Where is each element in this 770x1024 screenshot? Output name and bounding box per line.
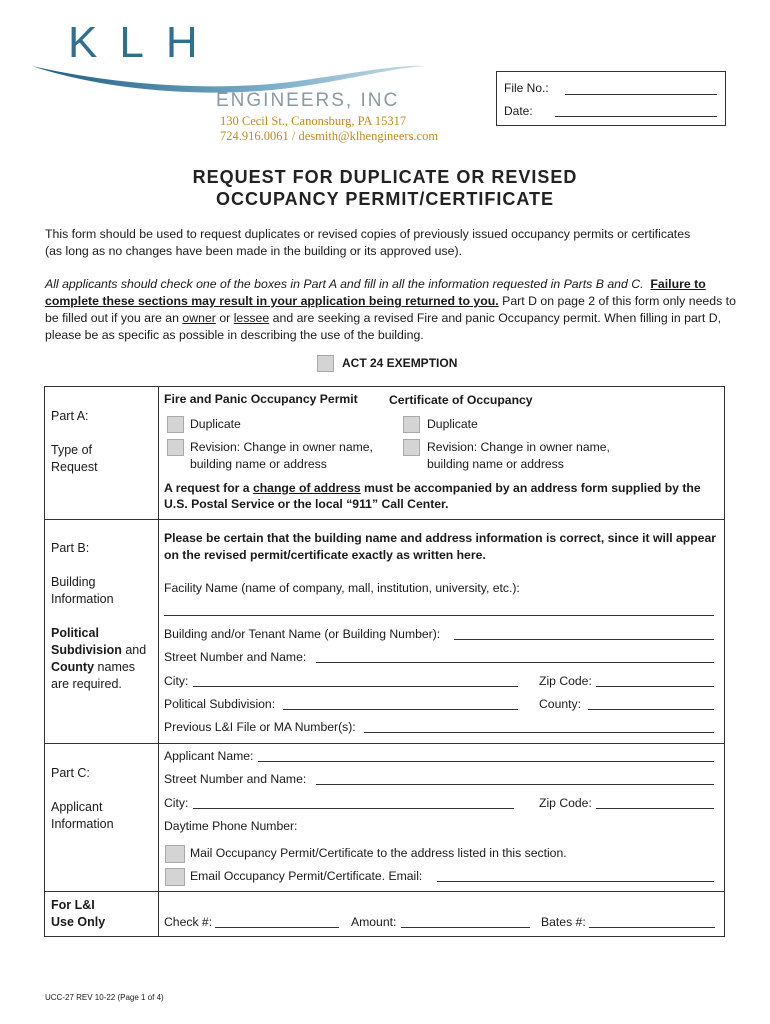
c-street-label: Street Number and Name: [164, 772, 307, 786]
certificate-header: Certificate of Occupancy [389, 393, 533, 407]
c-city-label: City: [164, 796, 189, 810]
date-label: Date: [504, 104, 533, 118]
intro-paragraph-1 [45, 226, 735, 260]
part-b-label: Part B: [51, 541, 90, 555]
fire-duplicate-label: Duplicate [190, 417, 241, 431]
b-zip-field[interactable] [596, 686, 714, 687]
part-b-requirement [51, 625, 156, 693]
table-bottom-border [44, 936, 725, 937]
applicant-name-field[interactable] [258, 761, 714, 762]
part-a-label: Part A: [51, 409, 89, 423]
note-c: must be accompanied by an address form supplied by the [360, 481, 701, 495]
note-change-of-address: change of address [252, 481, 361, 495]
act24-checkbox[interactable] [317, 355, 334, 372]
part-b-bottom-border [44, 743, 725, 744]
part-a-sub2: Request [51, 460, 98, 474]
file-no-label: File No.: [504, 81, 549, 95]
facility-name-field[interactable] [164, 615, 714, 616]
cert-revision-label-1: Revision: Change in owner name, [427, 440, 610, 454]
part-a-bottom-border [44, 519, 725, 520]
part-b-notice-1: Please be certain that the building name and address information is correct, since it will appear [164, 531, 716, 545]
amount-label: Amount: [351, 915, 397, 929]
req-names: names [94, 660, 136, 674]
cert-revision-checkbox[interactable] [403, 439, 420, 456]
county-field[interactable] [588, 709, 714, 710]
form-footer: UCC-27 REV 10-22 (Page 1 of 4) [45, 993, 164, 1002]
mail-permit-label: Mail Occupancy Permit/Certificate to the address listed in this section. [190, 846, 567, 860]
intro-part-d-a: Part D on page 2 of this form only needs to [498, 294, 736, 308]
cert-revision-label-2: building name or address [427, 457, 564, 471]
req-subdivision: Subdivision [51, 643, 122, 657]
req-are-required: are required. [51, 677, 122, 691]
applicant-name-label: Applicant Name: [164, 749, 254, 763]
title-line-1: REQUEST FOR DUPLICATE OR REVISED [192, 167, 578, 187]
table-top-border [44, 386, 725, 387]
table-right-border [724, 386, 725, 936]
part-c-bottom-border [44, 891, 725, 892]
note-a: A request for a [164, 481, 253, 495]
building-name-field[interactable] [454, 639, 714, 640]
political-subdivision-label: Political Subdivision: [164, 697, 276, 711]
c-zip-label: Zip Code: [539, 796, 592, 810]
part-a-sub1: Type of [51, 443, 92, 457]
county-label: County: [539, 697, 582, 711]
address-change-note-2: U.S. Postal Service or the local “911” Call Center. [164, 497, 449, 511]
fire-revision-checkbox[interactable] [167, 439, 184, 456]
office-use-label-2: Use Only [51, 915, 106, 929]
company-contact: 724.916.0061 / desmith@klhengineers.com [220, 129, 439, 143]
b-street-field[interactable] [316, 662, 714, 663]
intro-italic: All applicants should check one of the boxes in Part A and fill in all the information requested in Parts B and C. [45, 277, 644, 291]
intro-part-d-c: please be as specific as possible in describing the use of the building. [45, 328, 424, 342]
req-political: Political [51, 626, 99, 640]
fire-duplicate-checkbox[interactable] [167, 416, 184, 433]
political-subdivision-field[interactable] [283, 709, 518, 710]
b-city-field[interactable] [193, 686, 518, 687]
company-address: 130 Cecil St., Canonsburg, PA 15317 [220, 114, 407, 128]
cert-duplicate-label: Duplicate [427, 417, 478, 431]
b-city-label: City: [164, 674, 189, 688]
amount-field[interactable] [401, 927, 530, 928]
date-field[interactable] [555, 116, 717, 117]
c-zip-field[interactable] [596, 808, 714, 809]
part-c-sub2: Information [51, 817, 114, 831]
previous-file-label: Previous L&I File or MA Number(s): [164, 720, 356, 734]
intro-line-2: (as long as no changes have been made in the building or its approved use). [45, 244, 463, 258]
c-street-field[interactable] [316, 784, 714, 785]
part-b-notice-2: on the revised permit/certificate exactly as written here. [164, 548, 486, 562]
intro-line-1: This form should be used to request duplicates or revised copies of previously issued occupancy permits or certificates [45, 227, 691, 241]
email-field[interactable] [437, 881, 714, 882]
req-county: County [51, 660, 95, 674]
bates-field[interactable] [589, 927, 715, 928]
part-c-sub1: Applicant [51, 800, 103, 814]
part-b-sub1: Building [51, 575, 96, 589]
previous-file-field[interactable] [364, 732, 714, 733]
email-permit-checkbox[interactable] [165, 868, 185, 886]
intro-part-d-b1: be filled out if you are an [45, 311, 183, 325]
fire-revision-label-1: Revision: Change in owner name, [190, 440, 373, 454]
check-number-label: Check #: [164, 915, 213, 929]
part-b-sub2: Information [51, 592, 114, 606]
intro-or: or [215, 311, 234, 325]
intro-part-d-b2: and are seeking a revised Fire and panic Occupancy permit. When filling in part D, [269, 311, 722, 325]
company-name: ENGINEERS, INC [216, 90, 400, 111]
bates-label: Bates #: [541, 915, 586, 929]
file-info-box [496, 71, 726, 126]
intro-paragraph-2 [45, 276, 745, 344]
facility-name-label: Facility Name (name of company, mall, institution, university, etc.): [164, 581, 520, 595]
company-logo-text: KLH [68, 18, 220, 67]
intro-lessee: lessee [233, 311, 270, 325]
page-title [0, 166, 770, 210]
email-permit-label: Email Occupancy Permit/Certificate. Email: [190, 869, 423, 883]
file-no-field[interactable] [565, 94, 717, 95]
address-change-note-1 [164, 481, 701, 495]
b-zip-label: Zip Code: [539, 674, 592, 688]
mail-permit-checkbox[interactable] [165, 845, 185, 863]
part-c-label: Part C: [51, 766, 90, 780]
daytime-phone-label: Daytime Phone Number: [164, 819, 298, 833]
check-number-field[interactable] [215, 927, 339, 928]
intro-owner: owner [182, 311, 216, 325]
b-street-label: Street Number and Name: [164, 650, 307, 664]
office-use-label-1: For L&I [51, 898, 95, 912]
building-name-label: Building and/or Tenant Name (or Building Number): [164, 627, 441, 641]
req-and: and [121, 643, 147, 657]
act24-label: ACT 24 EXEMPTION [342, 356, 458, 370]
intro-warning-b: complete these sections may result in your application being returned to you. [45, 294, 499, 308]
fire-revision-label-2: building name or address [190, 457, 327, 471]
title-line-2: OCCUPANCY PERMIT/CERTIFICATE [215, 189, 554, 209]
fire-panic-header: Fire and Panic Occupancy Permit [164, 392, 358, 406]
table-divider [158, 386, 159, 936]
intro-warning-a: Failure to [650, 277, 706, 291]
cert-duplicate-checkbox[interactable] [403, 416, 420, 433]
table-left-border [44, 386, 45, 936]
c-city-field[interactable] [193, 808, 514, 809]
